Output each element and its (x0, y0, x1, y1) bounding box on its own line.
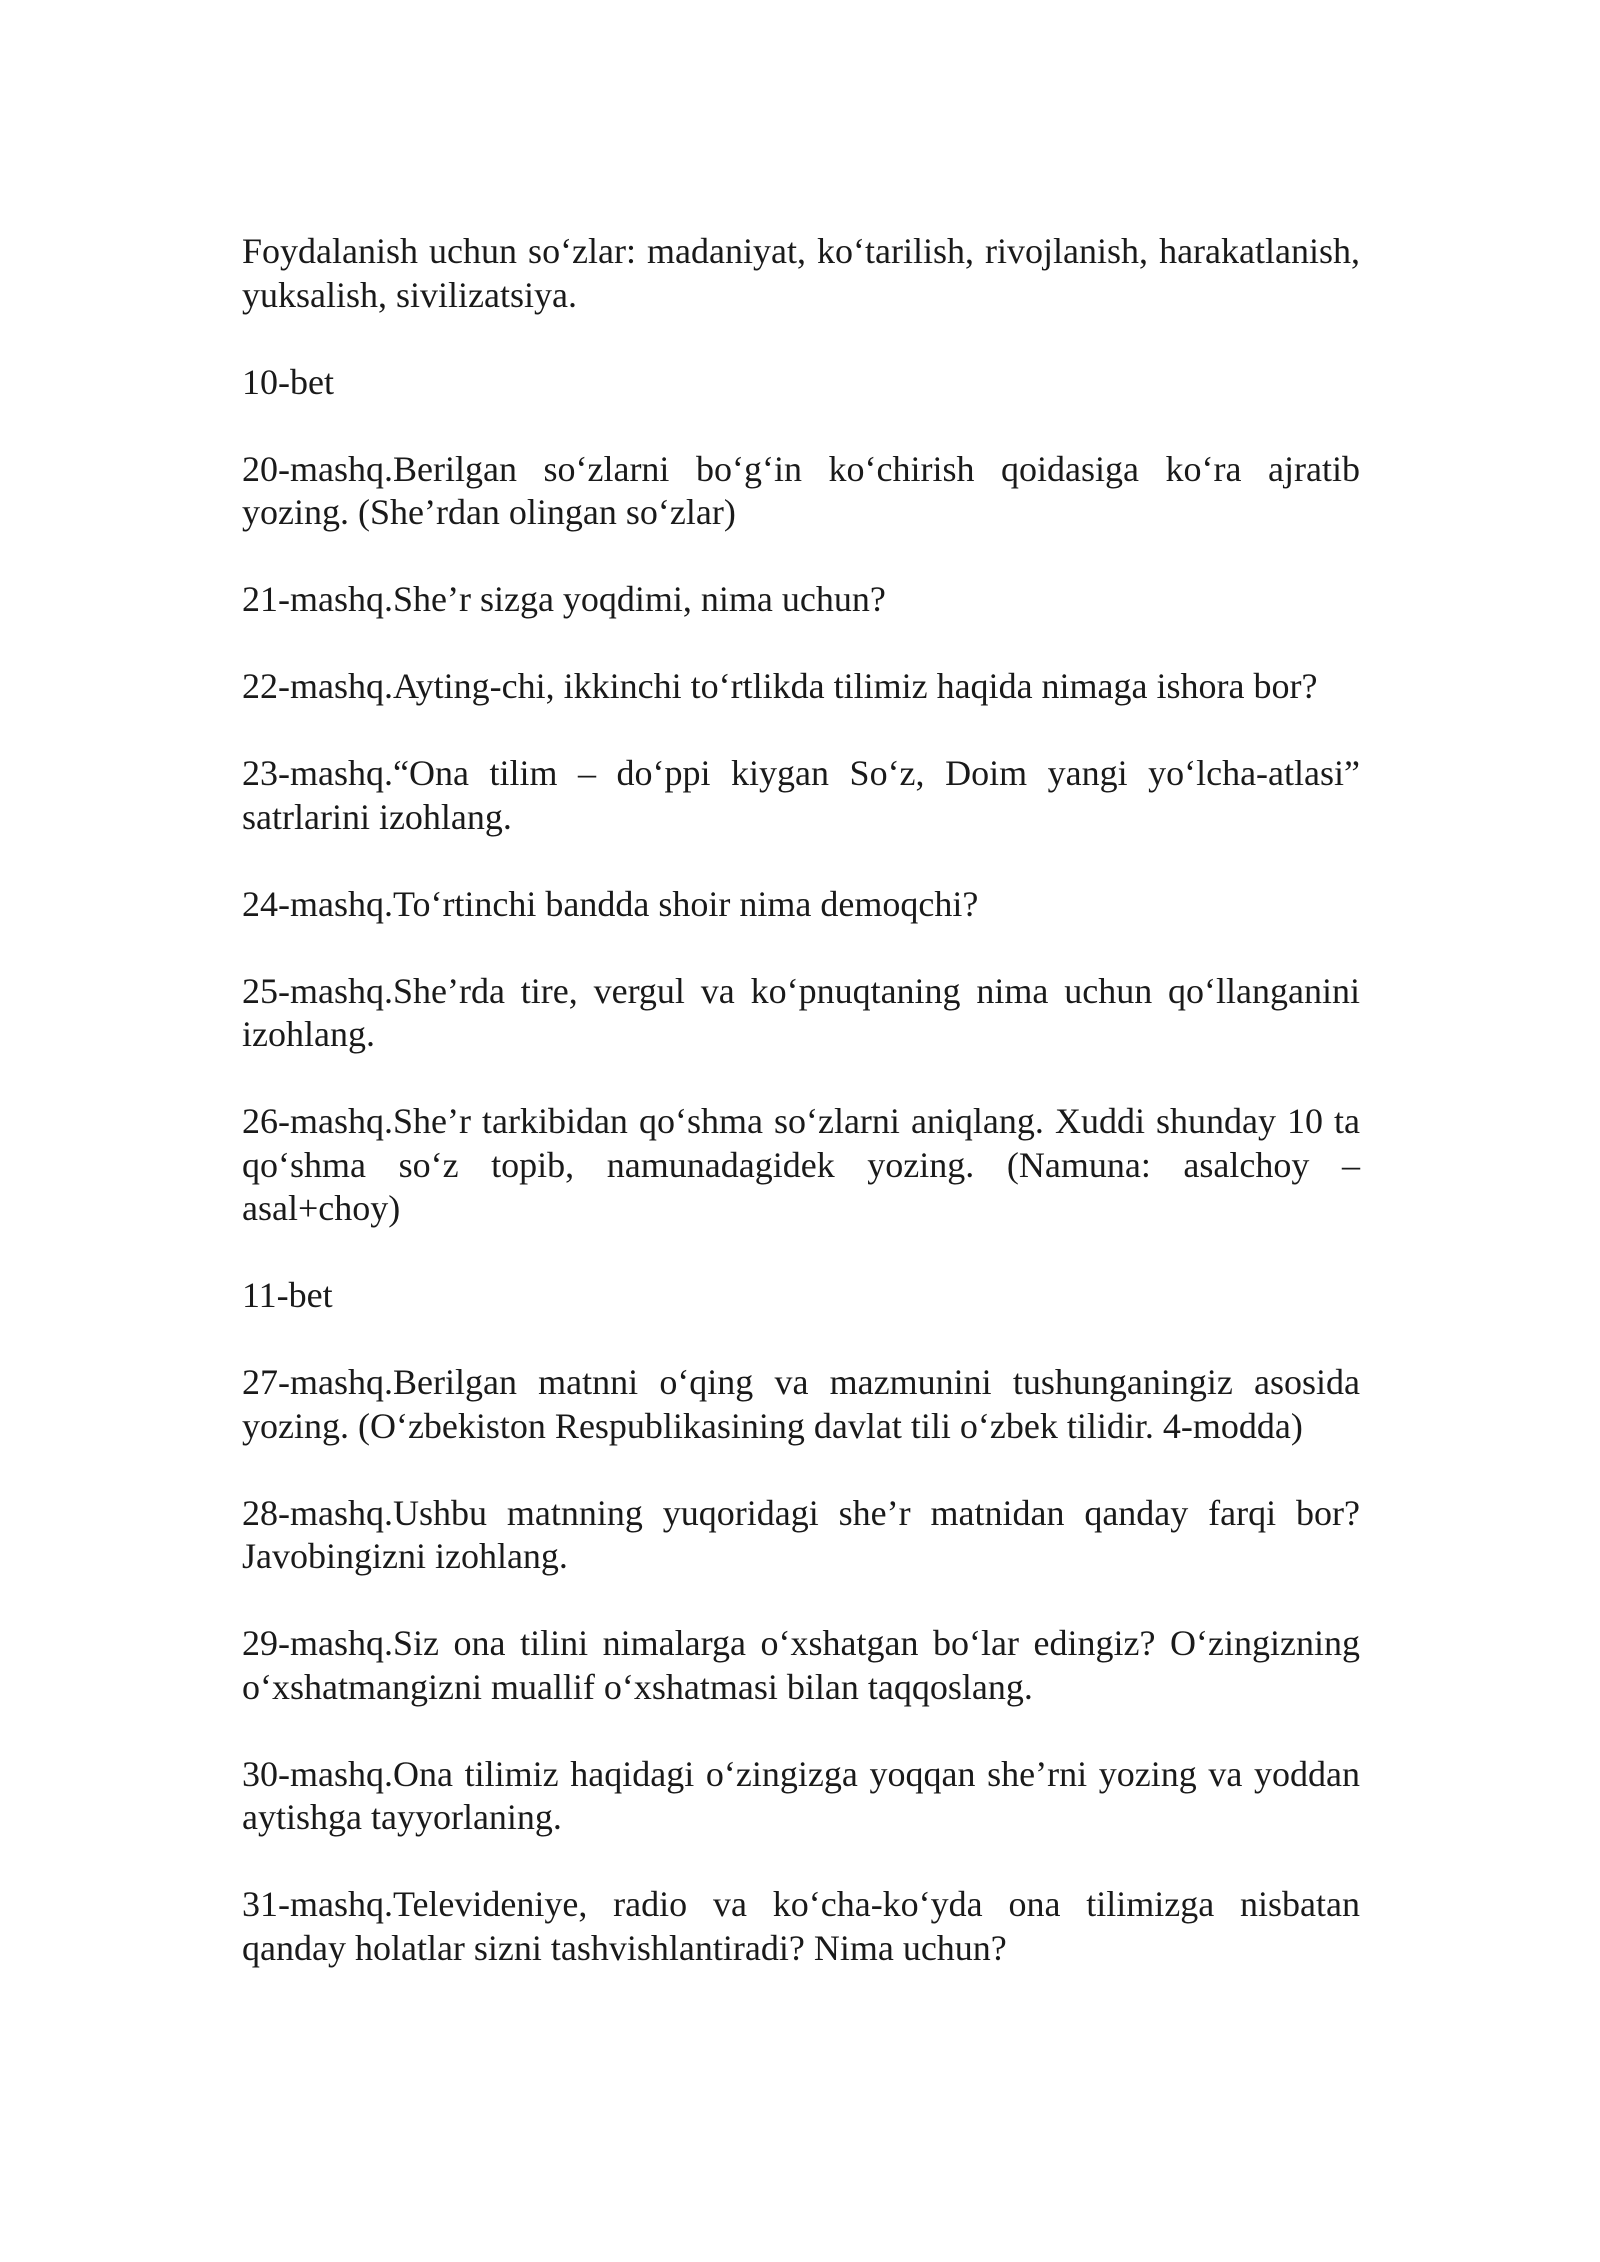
page-reference-11: 11-bet (242, 1275, 333, 1315)
exercise-28: 28-mashq.Ushbu matnning yuqoridagi she’r matnidan qanday farqi bor? Javobingizni izohlang. (242, 1492, 1360, 1576)
exercise-21: 21-mashq.She’r sizga yoqdimi, nima uchun? (242, 579, 886, 619)
exercise-25: 25-mashq.She’rda tire, vergul va ko‘pnuqtaning nima uchun qo‘llanganini izohlang. (242, 970, 1360, 1054)
exercise-30: 30-mashq.Ona tilimiz haqidagi o‘zingizga yoqqan she’rni yozing va yoddan aytishga tayyorlaning. (242, 1753, 1360, 1837)
exercise-26: 26-mashq.She’r tarkibidan qo‘shma so‘zlarni aniqlang. Xuddi shunday 10 ta qo‘shma so‘z topib, namunadagidek yozing. (Namuna: asalchoy – asal+choy) (242, 1101, 1360, 1228)
document-page (242, 230, 1360, 2014)
exercise-29: 29-mashq.Siz ona tilini nimalarga o‘xshatgan bo‘lar edingiz? O‘zingizning o‘xshatmangizni muallif o‘xshatmasi bilan taqqoslang. (242, 1623, 1360, 1707)
exercise-23: 23-mashq.“Ona tilim – do‘ppi kiygan So‘z, Doim yangi yo‘lcha-atlasi” satrlarini izohlang. (242, 753, 1360, 837)
page-reference-10: 10-bet (242, 361, 334, 402)
exercise-22: 22-mashq.Ayting-chi, ikkinchi to‘rtlikda tilimiz haqida nimaga ishora bor? (242, 666, 1318, 706)
exercise-31: 31-mashq.Televideniye, radio va ko‘cha-ko‘yda ona tilimizga nisbatan qanday holatlar sizni tashvishlantiradi? Nima uchun? (242, 1884, 1360, 1968)
exercise-20: 20-mashq.Berilgan so‘zlarni bo‘g‘in ko‘chirish qoidasiga ko‘ra ajratib yozing. (She’rdan olingan so‘zlar) (242, 448, 1360, 532)
exercise-27: 27-mashq.Berilgan matnni o‘qing va mazmunini tushunganingiz asosida yozing. (O‘zbekiston Respublikasining davlat tili o‘zbek tilidir. 4-modda) (242, 1362, 1360, 1446)
exercise-24: 24-mashq.To‘rtinchi bandda shoir nima demoqchi? (242, 883, 979, 924)
vocabulary-note: Foydalanish uchun so‘zlar: madaniyat, ko‘tarilish, rivojlanish, harakatlanish, yuksalish, sivilizatsiya. (242, 231, 1360, 315)
